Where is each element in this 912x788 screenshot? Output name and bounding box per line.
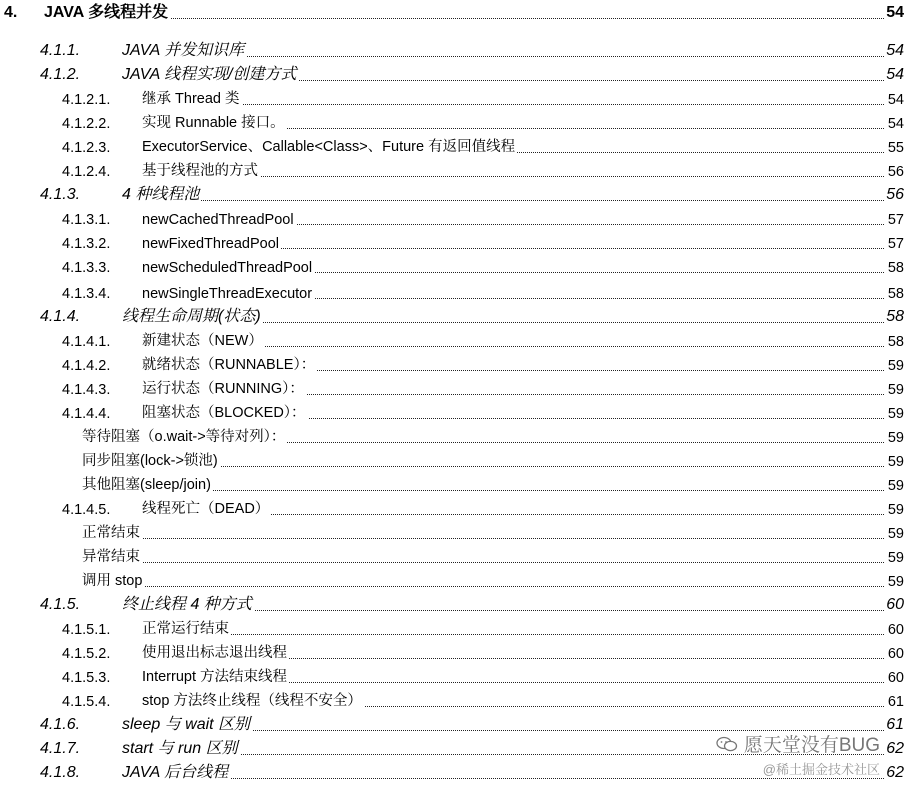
toc-entry[interactable] [0,110,912,134]
toc-entry-page: 59 [887,526,904,542]
toc-entry-page: 61 [887,694,904,710]
toc-entry[interactable] [0,424,912,448]
toc-entry[interactable] [0,616,912,640]
toc-entry-title: 线程死亡（DEAD） [142,497,271,518]
toc-entry-page: 54 [886,42,904,59]
toc-entry-page: 54 [887,92,904,108]
watermark [716,730,880,778]
toc-entry-title: 继承 Thread 类 [142,87,242,108]
toc-entry-title: newSingleThreadExecutor [142,286,313,302]
toc-entry-title: 正常运行结束 [142,617,231,638]
toc-entry-title: JAVA 多线程并发 [44,0,170,22]
toc-entry[interactable] [0,328,912,352]
toc-entry[interactable] [0,352,912,376]
watermark-name: 愿天堂没有BUG [743,735,880,756]
toc-entry-title: 就绪状态（RUNNABLE）： [142,353,317,374]
toc-entry-page: 56 [887,164,904,180]
toc-entry-number: 4.1.6. [40,716,81,733]
toc-entry-number: 4.1.5.2. [62,646,111,662]
toc-entry-title: JAVA 后台线程 [122,759,230,782]
toc-entry-page: 58 [887,286,904,302]
toc-entry-page: 62 [886,764,904,781]
toc-entry-title: 正常结束 [82,521,142,542]
toc-dot-leader [142,634,884,635]
toc-entry[interactable] [0,254,912,278]
toc-entry-number: 4.1.4.1. [62,334,111,350]
toc-entry-number: 4.1.2. [40,66,81,83]
toc-entry-title: 实现 Runnable 接口。 [142,111,287,132]
toc-entry-number: 4.1.5. [40,596,81,613]
toc-entry-page: 59 [887,454,904,470]
toc-entry-title: JAVA 线程实现/创建方式 [122,61,299,84]
toc-entry[interactable] [0,496,912,520]
toc-entry-title: 其他阻塞(sleep/join) [82,473,213,494]
toc-entry-number: 4.1.7. [40,740,81,757]
toc-entry-number: 4.1.5.4. [62,694,111,710]
toc-entry-title: Interrupt 方法结束线程 [142,665,289,686]
toc-entry-title: 终止线程 4 种方式 [122,591,254,614]
toc-dot-leader [122,200,884,201]
toc-entry-page: 58 [887,334,904,350]
toc-entry-number: 4.1.4.4. [62,406,111,422]
toc-entry-title: newCachedThreadPool [142,212,294,228]
toc-entry[interactable] [0,230,912,254]
toc-entry-title: ExecutorService、Callable<Class>、Future 有返回值线程 [142,135,517,156]
toc-entry[interactable] [0,376,912,400]
toc-entry-title: start 与 run 区别 [122,735,240,758]
toc-entry-number: 4.1.2.2. [62,116,111,132]
toc-entry-page: 54 [886,4,904,21]
toc-entry[interactable] [0,62,912,86]
toc-entry-number: 4.1.3.1. [62,212,111,228]
toc-entry-number: 4.1.4.5. [62,502,111,518]
toc-entry-page: 58 [886,308,904,325]
toc-entry[interactable] [0,206,912,230]
toc-entry[interactable] [0,664,912,688]
toc-entry-page: 59 [887,382,904,398]
toc-entry[interactable] [0,134,912,158]
toc-entry[interactable] [0,448,912,472]
toc-entry-page: 59 [887,478,904,494]
toc-entry-title: 线程生命周期(状态) [122,303,263,326]
toc-entry-title: 调用 stop [82,569,144,590]
toc-entry-page: 59 [887,574,904,590]
toc-entry-page: 57 [887,212,904,228]
toc-entry[interactable] [0,520,912,544]
toc-entry-title: newScheduledThreadPool [142,260,313,276]
toc-entry-page: 60 [886,596,904,613]
toc-dot-leader [82,586,884,587]
toc-dot-leader [142,104,884,105]
toc-entry-page: 59 [887,358,904,374]
toc-entry-page: 56 [886,186,904,203]
toc-entry-number: 4.1.4.2. [62,358,111,374]
toc-entry-page: 59 [887,550,904,566]
toc-entry[interactable] [0,158,912,182]
toc-entry[interactable] [0,0,912,24]
toc-entry-number: 4.1.4.3. [62,382,111,398]
toc-entry-page: 60 [887,622,904,638]
toc-entry-title: 异常结束 [82,545,142,566]
toc-entry-page: 54 [887,116,904,132]
toc-entry[interactable] [0,544,912,568]
toc-entry-number: 4. [4,4,18,21]
toc-entry-number: 4.1.5.3. [62,670,111,686]
toc-entry-page: 60 [887,670,904,686]
toc-entry[interactable] [0,182,912,206]
toc-entry[interactable] [0,86,912,110]
watermark-subtitle: @稀土掘金技术社区 [762,762,880,777]
toc-entry-page: 55 [887,140,904,156]
toc-dot-leader [82,562,884,563]
toc-entry-title: 运行状态（RUNNING）： [142,377,306,398]
toc-entry-number: 4.1.3.2. [62,236,111,252]
toc-entry-title: stop 方法终止线程（线程不安全） [142,689,364,710]
toc-entry-number: 4.1.8. [40,764,81,781]
toc-entry-number: 4.1.2.1. [62,92,111,108]
toc-entry-number: 4.1.2.3. [62,140,111,156]
toc-entry-page: 59 [887,406,904,422]
toc-entry-number: 4.1.2.4. [62,164,111,180]
toc-entry-title: 阻塞状态（BLOCKED）： [142,401,308,422]
toc-entry-page: 54 [886,66,904,83]
toc-entry[interactable] [0,568,912,592]
toc-entry-title: 4 种线程池 [122,181,201,204]
toc-entry-page: 62 [886,740,904,757]
toc-entry-page: 58 [887,260,904,276]
toc-entry-page: 60 [887,646,904,662]
toc-entry-title: 使用退出标志退出线程 [142,641,289,662]
toc-entry-number: 4.1.3.3. [62,260,111,276]
toc-entry-title: 基于线程池的方式 [142,159,260,180]
toc-entry-title: newFixedThreadPool [142,236,280,252]
toc-entry[interactable] [0,400,912,424]
toc-entry-page: 61 [886,716,904,733]
toc-entry[interactable] [0,592,912,616]
toc-dot-leader [122,778,884,779]
toc-entry[interactable] [0,304,912,328]
toc-entry-number: 4.1.4. [40,308,81,325]
toc-entry-number: 4.1.3. [40,186,81,203]
toc-entry[interactable] [0,472,912,496]
toc-entry-page: 57 [887,236,904,252]
wechat-icon [716,736,738,752]
toc-entry-title: 新建状态（NEW） [142,329,265,350]
toc-entry[interactable] [0,688,912,712]
toc-entry-title: 等待阻塞（o.wait->等待对列）： [82,425,287,446]
toc-entry[interactable] [0,640,912,664]
toc-entry-number: 4.1.3.4. [62,286,111,302]
toc-dot-leader [82,538,884,539]
toc-entry-number: 4.1.5.1. [62,622,111,638]
toc-entry-title: 同步阻塞(lock->锁池) [82,449,220,470]
toc-entry-number: 4.1.1. [40,42,81,59]
toc-entry-title: sleep 与 wait 区别 [122,711,252,734]
toc-entry-page: 59 [887,430,904,446]
toc-entry-page: 59 [887,502,904,518]
toc-entry-title: JAVA 并发知识库 [122,37,246,60]
toc-entry[interactable] [0,280,912,304]
toc-entry[interactable] [0,38,912,62]
